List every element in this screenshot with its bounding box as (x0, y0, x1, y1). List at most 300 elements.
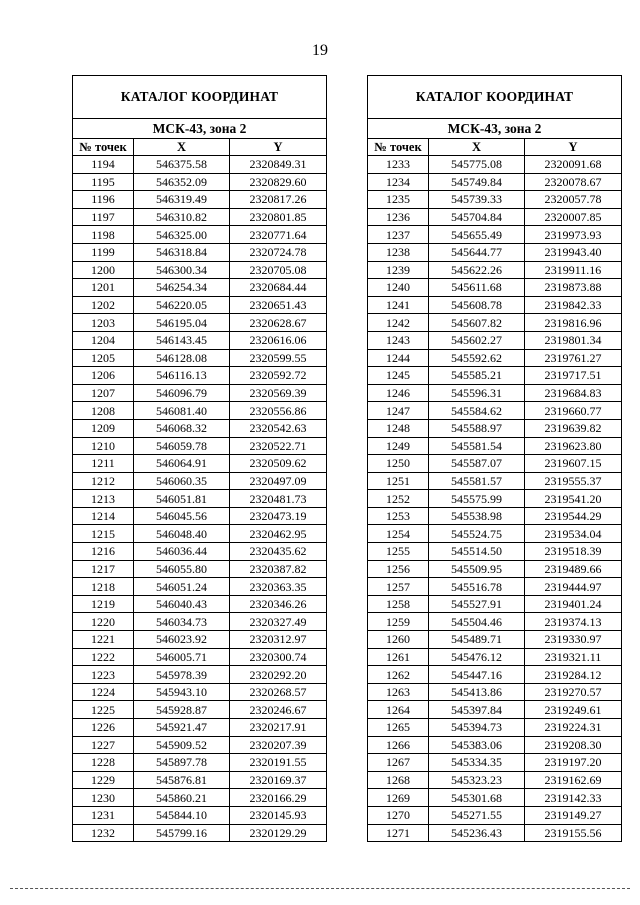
table-row (368, 156, 622, 174)
table-row (368, 736, 622, 754)
point-number-cell: 1239 (368, 261, 429, 279)
x-coordinate-cell: 545622.26 (429, 261, 525, 279)
point-number-cell: 1231 (73, 806, 134, 824)
point-number-cell: 1248 (368, 419, 429, 437)
y-coordinate-cell: 2319943.40 (525, 243, 622, 261)
table-row (368, 806, 622, 824)
point-number-cell: 1255 (368, 543, 429, 561)
table-row (73, 261, 327, 279)
y-coordinate-cell: 2320724.78 (230, 243, 327, 261)
point-number-cell: 1224 (73, 683, 134, 701)
x-coordinate-cell: 545588.97 (429, 419, 525, 437)
table-row (73, 754, 327, 772)
point-number-cell: 1244 (368, 349, 429, 367)
point-number-cell: 1209 (73, 419, 134, 437)
x-coordinate-cell: 545413.86 (429, 683, 525, 701)
y-coordinate-cell: 2320599.55 (230, 349, 327, 367)
point-number-cell: 1249 (368, 437, 429, 455)
x-coordinate-cell: 545611.68 (429, 279, 525, 297)
table-row (73, 736, 327, 754)
point-number-cell: 1262 (368, 666, 429, 684)
y-coordinate-cell: 2320435.62 (230, 543, 327, 561)
table-row (368, 243, 622, 261)
table-row (73, 226, 327, 244)
x-coordinate-cell: 545943.10 (134, 683, 230, 701)
point-number-cell: 1201 (73, 279, 134, 297)
y-coordinate-cell: 2319162.69 (525, 771, 622, 789)
table-row (73, 437, 327, 455)
table-row (73, 419, 327, 437)
x-coordinate-cell: 546005.71 (134, 648, 230, 666)
y-coordinate-cell: 2319623.80 (525, 437, 622, 455)
x-coordinate-cell: 546036.44 (134, 543, 230, 561)
point-number-cell: 1232 (73, 824, 134, 842)
y-coordinate-cell: 2319660.77 (525, 402, 622, 420)
x-coordinate-cell: 546220.05 (134, 296, 230, 314)
coordinate-system-label: МСК-43, зона 2 (73, 119, 327, 139)
x-coordinate-cell: 545584.62 (429, 402, 525, 420)
table-row (368, 367, 622, 385)
point-number-cell: 1245 (368, 367, 429, 385)
x-coordinate-cell: 545383.06 (429, 736, 525, 754)
x-coordinate-cell: 545978.39 (134, 666, 230, 684)
point-number-cell: 1202 (73, 296, 134, 314)
y-coordinate-cell: 2320556.86 (230, 402, 327, 420)
point-number-cell: 1266 (368, 736, 429, 754)
table-row (368, 824, 622, 842)
table-row (73, 771, 327, 789)
table-row (73, 191, 327, 209)
y-coordinate-cell: 2320481.73 (230, 490, 327, 508)
point-number-cell: 1257 (368, 578, 429, 596)
table-row (368, 384, 622, 402)
point-number-cell: 1195 (73, 173, 134, 191)
table-row (73, 367, 327, 385)
point-number-cell: 1208 (73, 402, 134, 420)
point-number-cell: 1219 (73, 595, 134, 613)
point-number-cell: 1203 (73, 314, 134, 332)
table-row (73, 525, 327, 543)
y-coordinate-cell: 2320091.68 (525, 156, 622, 174)
y-coordinate-cell: 2320312.97 (230, 631, 327, 649)
y-coordinate-cell: 2319518.39 (525, 543, 622, 561)
table-row (368, 349, 622, 367)
x-coordinate-cell: 545592.62 (429, 349, 525, 367)
y-coordinate-cell: 2319401.24 (525, 595, 622, 613)
x-coordinate-cell: 546023.92 (134, 631, 230, 649)
x-coordinate-cell: 546128.08 (134, 349, 230, 367)
point-number-cell: 1253 (368, 507, 429, 525)
point-number-cell: 1200 (73, 261, 134, 279)
x-coordinate-cell: 545602.27 (429, 331, 525, 349)
x-coordinate-cell: 545876.81 (134, 771, 230, 789)
point-number-cell: 1258 (368, 595, 429, 613)
table-row (73, 314, 327, 332)
point-number-cell: 1268 (368, 771, 429, 789)
table-row (73, 595, 327, 613)
x-coordinate-cell: 545527.91 (429, 595, 525, 613)
point-number-cell: 1223 (73, 666, 134, 684)
point-number-cell: 1217 (73, 560, 134, 578)
x-coordinate-cell: 546096.79 (134, 384, 230, 402)
table-row (73, 384, 327, 402)
table-row (73, 243, 327, 261)
x-coordinate-cell: 545489.71 (429, 631, 525, 649)
x-coordinate-cell: 545524.75 (429, 525, 525, 543)
x-coordinate-cell: 546318.84 (134, 243, 230, 261)
point-number-cell: 1214 (73, 507, 134, 525)
point-number-cell: 1215 (73, 525, 134, 543)
table-row (368, 455, 622, 473)
point-number-cell: 1227 (73, 736, 134, 754)
table-row (73, 173, 327, 191)
x-coordinate-cell: 546055.80 (134, 560, 230, 578)
y-coordinate-cell: 2320705.08 (230, 261, 327, 279)
x-coordinate-cell: 545596.31 (429, 384, 525, 402)
point-number-cell: 1247 (368, 402, 429, 420)
y-coordinate-cell: 2320387.82 (230, 560, 327, 578)
y-coordinate-cell: 2320771.64 (230, 226, 327, 244)
y-coordinate-cell: 2320684.44 (230, 279, 327, 297)
table-row (368, 525, 622, 543)
table-row (73, 701, 327, 719)
table-row (73, 789, 327, 807)
table-row (73, 683, 327, 701)
y-coordinate-cell: 2319541.20 (525, 490, 622, 508)
table-row (73, 402, 327, 420)
y-coordinate-cell: 2319197.20 (525, 754, 622, 772)
y-coordinate-cell: 2319270.57 (525, 683, 622, 701)
point-number-cell: 1234 (368, 173, 429, 191)
point-number-cell: 1250 (368, 455, 429, 473)
table-row (73, 331, 327, 349)
page-bottom-divider (10, 888, 630, 889)
x-coordinate-cell: 546081.40 (134, 402, 230, 420)
table-title: КАТАЛОГ КООРДИНАТ (73, 76, 327, 119)
x-coordinate-cell: 546300.34 (134, 261, 230, 279)
point-number-cell: 1263 (368, 683, 429, 701)
y-coordinate-cell: 2319321.11 (525, 648, 622, 666)
table-row (368, 578, 622, 596)
y-coordinate-cell: 2319534.04 (525, 525, 622, 543)
y-coordinate-cell: 2320628.67 (230, 314, 327, 332)
y-coordinate-cell: 2319761.27 (525, 349, 622, 367)
y-coordinate-cell: 2319607.15 (525, 455, 622, 473)
column-header-y: Y (230, 139, 327, 156)
point-number-cell: 1221 (73, 631, 134, 649)
table-row (368, 419, 622, 437)
y-coordinate-cell: 2319142.33 (525, 789, 622, 807)
y-coordinate-cell: 2320497.09 (230, 472, 327, 490)
x-coordinate-cell: 545509.95 (429, 560, 525, 578)
table-row (368, 314, 622, 332)
table-row (368, 296, 622, 314)
y-coordinate-cell: 2320346.26 (230, 595, 327, 613)
x-coordinate-cell: 546045.56 (134, 507, 230, 525)
point-number-cell: 1242 (368, 314, 429, 332)
table-row (73, 560, 327, 578)
y-coordinate-cell: 2320207.39 (230, 736, 327, 754)
table-row (73, 279, 327, 297)
y-coordinate-cell: 2319374.13 (525, 613, 622, 631)
y-coordinate-cell: 2319208.30 (525, 736, 622, 754)
x-coordinate-cell: 545538.98 (429, 507, 525, 525)
point-number-cell: 1261 (368, 648, 429, 666)
table-row (73, 349, 327, 367)
x-coordinate-cell: 545504.46 (429, 613, 525, 631)
y-coordinate-cell: 2320246.67 (230, 701, 327, 719)
y-coordinate-cell: 2320217.91 (230, 719, 327, 737)
x-coordinate-cell: 545236.43 (429, 824, 525, 842)
y-coordinate-cell: 2320191.55 (230, 754, 327, 772)
table-row (368, 173, 622, 191)
point-number-cell: 1228 (73, 754, 134, 772)
y-coordinate-cell: 2319639.82 (525, 419, 622, 437)
table-row (368, 595, 622, 613)
x-coordinate-cell: 545739.33 (429, 191, 525, 209)
point-number-cell: 1198 (73, 226, 134, 244)
table-row (73, 578, 327, 596)
y-coordinate-cell: 2320363.35 (230, 578, 327, 596)
point-number-cell: 1252 (368, 490, 429, 508)
x-coordinate-cell: 546068.32 (134, 419, 230, 437)
table-row (368, 631, 622, 649)
table-row (73, 490, 327, 508)
x-coordinate-cell: 545447.16 (429, 666, 525, 684)
coordinates-table-left (72, 75, 327, 842)
table-row (73, 648, 327, 666)
y-coordinate-cell: 2319489.66 (525, 560, 622, 578)
table-row (368, 613, 622, 631)
point-number-cell: 1271 (368, 824, 429, 842)
y-coordinate-cell: 2320542.63 (230, 419, 327, 437)
page-number: 19 (312, 42, 328, 59)
y-coordinate-cell: 2320473.19 (230, 507, 327, 525)
x-coordinate-cell: 545607.82 (429, 314, 525, 332)
y-coordinate-cell: 2319149.27 (525, 806, 622, 824)
y-coordinate-cell: 2320169.37 (230, 771, 327, 789)
y-coordinate-cell: 2320651.43 (230, 296, 327, 314)
y-coordinate-cell: 2320592.72 (230, 367, 327, 385)
column-header-point-number: № точек (73, 139, 134, 156)
point-number-cell: 1237 (368, 226, 429, 244)
point-number-cell: 1212 (73, 472, 134, 490)
y-coordinate-cell: 2320268.57 (230, 683, 327, 701)
point-number-cell: 1210 (73, 437, 134, 455)
point-number-cell: 1251 (368, 472, 429, 490)
x-coordinate-cell: 546310.82 (134, 208, 230, 226)
x-coordinate-cell: 546048.40 (134, 525, 230, 543)
point-number-cell: 1211 (73, 455, 134, 473)
table-row (368, 560, 622, 578)
column-header-x: X (134, 139, 230, 156)
point-number-cell: 1213 (73, 490, 134, 508)
table-row (368, 543, 622, 561)
y-coordinate-cell: 2320078.67 (525, 173, 622, 191)
table-row (368, 279, 622, 297)
x-coordinate-cell: 546254.34 (134, 279, 230, 297)
table-row (368, 437, 622, 455)
point-number-cell: 1235 (368, 191, 429, 209)
table-row (368, 507, 622, 525)
y-coordinate-cell: 2319284.12 (525, 666, 622, 684)
x-coordinate-cell: 546051.81 (134, 490, 230, 508)
y-coordinate-cell: 2320300.74 (230, 648, 327, 666)
x-coordinate-cell: 546352.09 (134, 173, 230, 191)
table-row (73, 455, 327, 473)
x-coordinate-cell: 545921.47 (134, 719, 230, 737)
x-coordinate-cell: 545844.10 (134, 806, 230, 824)
point-number-cell: 1222 (73, 648, 134, 666)
y-coordinate-cell: 2320801.85 (230, 208, 327, 226)
x-coordinate-cell: 545581.54 (429, 437, 525, 455)
y-coordinate-cell: 2320145.93 (230, 806, 327, 824)
x-coordinate-cell: 545575.99 (429, 490, 525, 508)
column-header-y: Y (525, 139, 622, 156)
point-number-cell: 1260 (368, 631, 429, 649)
point-number-cell: 1206 (73, 367, 134, 385)
y-coordinate-cell: 2320057.78 (525, 191, 622, 209)
coordinates-table-right (367, 75, 622, 842)
table-row (368, 472, 622, 490)
point-number-cell: 1197 (73, 208, 134, 226)
point-number-cell: 1226 (73, 719, 134, 737)
table-row (73, 666, 327, 684)
x-coordinate-cell: 545397.84 (429, 701, 525, 719)
x-coordinate-cell: 545704.84 (429, 208, 525, 226)
y-coordinate-cell: 2320007.85 (525, 208, 622, 226)
x-coordinate-cell: 545476.12 (429, 648, 525, 666)
y-coordinate-cell: 2320129.29 (230, 824, 327, 842)
y-coordinate-cell: 2319249.61 (525, 701, 622, 719)
point-number-cell: 1246 (368, 384, 429, 402)
x-coordinate-cell: 545581.57 (429, 472, 525, 490)
point-number-cell: 1238 (368, 243, 429, 261)
x-coordinate-cell: 545644.77 (429, 243, 525, 261)
y-coordinate-cell: 2320509.62 (230, 455, 327, 473)
x-coordinate-cell: 545897.78 (134, 754, 230, 772)
point-number-cell: 1254 (368, 525, 429, 543)
y-coordinate-cell: 2319842.33 (525, 296, 622, 314)
y-coordinate-cell: 2319973.93 (525, 226, 622, 244)
y-coordinate-cell: 2319717.51 (525, 367, 622, 385)
point-number-cell: 1259 (368, 613, 429, 631)
y-coordinate-cell: 2319224.31 (525, 719, 622, 737)
x-coordinate-cell: 546143.45 (134, 331, 230, 349)
y-coordinate-cell: 2319555.37 (525, 472, 622, 490)
x-coordinate-cell: 546116.13 (134, 367, 230, 385)
x-coordinate-cell: 545860.21 (134, 789, 230, 807)
y-coordinate-cell: 2320569.39 (230, 384, 327, 402)
x-coordinate-cell: 545323.23 (429, 771, 525, 789)
point-number-cell: 1229 (73, 771, 134, 789)
table-row (368, 261, 622, 279)
y-coordinate-cell: 2320522.71 (230, 437, 327, 455)
y-coordinate-cell: 2320817.26 (230, 191, 327, 209)
x-coordinate-cell: 546375.58 (134, 156, 230, 174)
y-coordinate-cell: 2319330.97 (525, 631, 622, 649)
x-coordinate-cell: 545334.35 (429, 754, 525, 772)
y-coordinate-cell: 2319155.56 (525, 824, 622, 842)
x-coordinate-cell: 545587.07 (429, 455, 525, 473)
x-coordinate-cell: 545585.21 (429, 367, 525, 385)
y-coordinate-cell: 2320462.95 (230, 525, 327, 543)
x-coordinate-cell: 546064.91 (134, 455, 230, 473)
point-number-cell: 1264 (368, 701, 429, 719)
table-row (368, 648, 622, 666)
table-row (368, 191, 622, 209)
x-coordinate-cell: 545608.78 (429, 296, 525, 314)
x-coordinate-cell: 545301.68 (429, 789, 525, 807)
table-row (73, 156, 327, 174)
point-number-cell: 1243 (368, 331, 429, 349)
x-coordinate-cell: 545271.55 (429, 806, 525, 824)
y-coordinate-cell: 2319911.16 (525, 261, 622, 279)
y-coordinate-cell: 2320616.06 (230, 331, 327, 349)
table-row (368, 208, 622, 226)
table-row (368, 490, 622, 508)
point-number-cell: 1240 (368, 279, 429, 297)
table-row (368, 771, 622, 789)
x-coordinate-cell: 545749.84 (429, 173, 525, 191)
y-coordinate-cell: 2319816.96 (525, 314, 622, 332)
x-coordinate-cell: 546060.35 (134, 472, 230, 490)
table-row (73, 472, 327, 490)
table-row (368, 666, 622, 684)
point-number-cell: 1230 (73, 789, 134, 807)
y-coordinate-cell: 2319873.88 (525, 279, 622, 297)
y-coordinate-cell: 2319684.83 (525, 384, 622, 402)
point-number-cell: 1225 (73, 701, 134, 719)
x-coordinate-cell: 546319.49 (134, 191, 230, 209)
table-row (73, 296, 327, 314)
point-number-cell: 1207 (73, 384, 134, 402)
table-row (368, 683, 622, 701)
point-number-cell: 1194 (73, 156, 134, 174)
y-coordinate-cell: 2320829.60 (230, 173, 327, 191)
point-number-cell: 1256 (368, 560, 429, 578)
point-number-cell: 1220 (73, 613, 134, 631)
column-header-point-number: № точек (368, 139, 429, 156)
x-coordinate-cell: 545516.78 (429, 578, 525, 596)
table-row (368, 701, 622, 719)
table-row (368, 402, 622, 420)
point-number-cell: 1196 (73, 191, 134, 209)
x-coordinate-cell: 545775.08 (429, 156, 525, 174)
point-number-cell: 1269 (368, 789, 429, 807)
x-coordinate-cell: 545655.49 (429, 226, 525, 244)
x-coordinate-cell: 545799.16 (134, 824, 230, 842)
y-coordinate-cell: 2320327.49 (230, 613, 327, 631)
x-coordinate-cell: 545909.52 (134, 736, 230, 754)
table-title: КАТАЛОГ КООРДИНАТ (368, 76, 622, 119)
point-number-cell: 1265 (368, 719, 429, 737)
table-row (368, 226, 622, 244)
y-coordinate-cell: 2320292.20 (230, 666, 327, 684)
y-coordinate-cell: 2319801.34 (525, 331, 622, 349)
table-row (73, 806, 327, 824)
x-coordinate-cell: 546195.04 (134, 314, 230, 332)
x-coordinate-cell: 546325.00 (134, 226, 230, 244)
x-coordinate-cell: 545928.87 (134, 701, 230, 719)
point-number-cell: 1204 (73, 331, 134, 349)
point-number-cell: 1199 (73, 243, 134, 261)
point-number-cell: 1270 (368, 806, 429, 824)
table-row (368, 754, 622, 772)
table-row (73, 507, 327, 525)
column-header-x: X (429, 139, 525, 156)
table-row (368, 331, 622, 349)
